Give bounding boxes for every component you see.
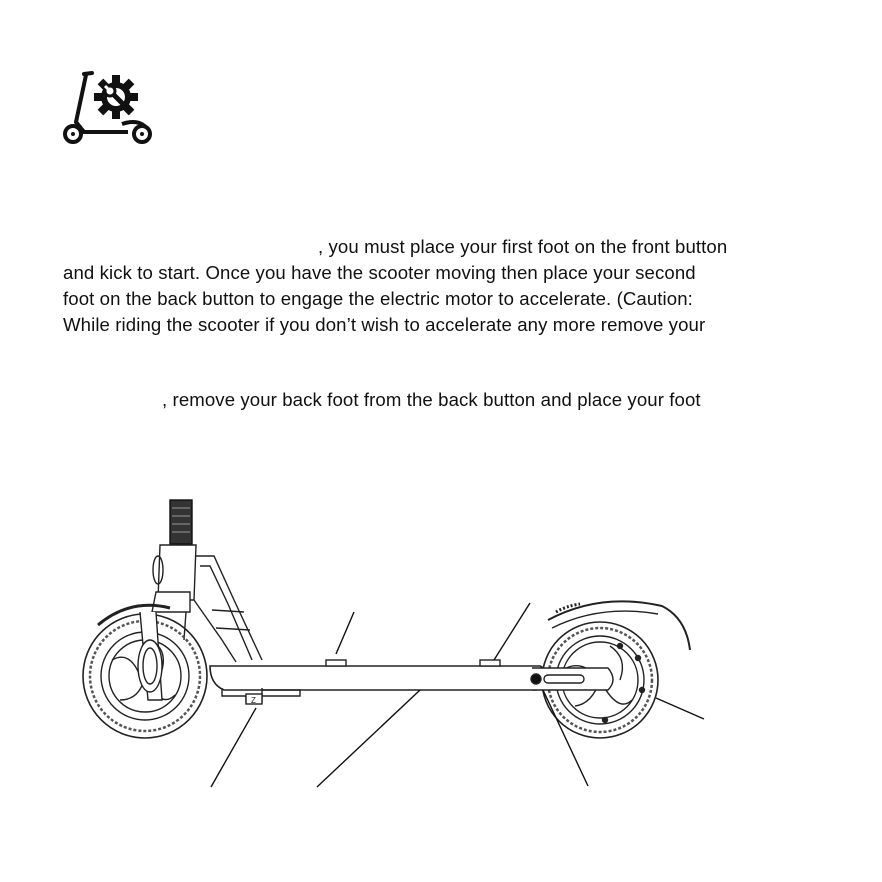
instruction-line-1: , you must place your first foot on the front button <box>318 236 728 257</box>
steering-column <box>150 545 262 662</box>
front-foot-button <box>326 660 346 666</box>
instruction-line-5: , remove your back foot from the back button and place your foot <box>162 389 701 410</box>
scooter-maintenance-icon <box>62 70 152 146</box>
deck <box>210 666 549 705</box>
instruction-line-4: While riding the scooter if you don’t wish to accelerate any more remove your <box>63 314 706 335</box>
scooter-side-view-diagram <box>0 480 882 810</box>
svg-text:Z: Z <box>251 696 256 705</box>
handlebar-grip <box>170 500 192 544</box>
instruction-line-3: foot on the back button to engage the electric motor to accelerate. (Caution: <box>63 288 693 309</box>
rear-wheel <box>531 622 658 738</box>
back-foot-button <box>480 660 500 666</box>
instruction-line-2: and kick to start. Once you have the scooter moving then place your second <box>63 262 696 283</box>
front-wheel <box>83 605 207 738</box>
